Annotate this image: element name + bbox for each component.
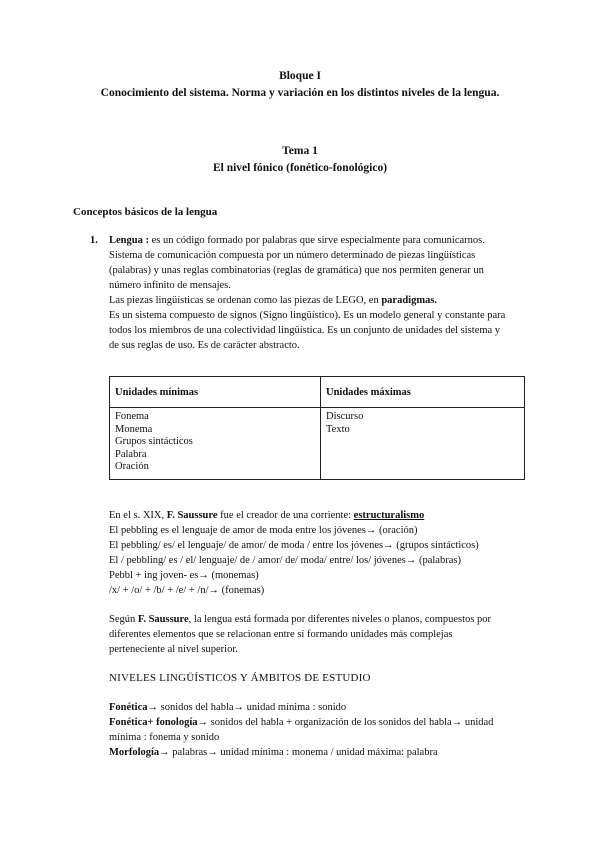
saussure-paragraph-line-0 xyxy=(109,612,491,627)
paradigmas-term: paradigmas. xyxy=(381,295,438,306)
lengua-line-3: número infinito de mensajes. xyxy=(109,280,231,291)
example-line: Pebbl + ing joven- es→ (monemas) xyxy=(109,570,259,581)
topic-title: Tema 1 xyxy=(282,145,318,157)
min-unit-item: Oración xyxy=(115,461,149,472)
system-line-1: todos los miembros de una colectividad lingüística. Es un conjunto de unidades del sistema y xyxy=(109,325,501,336)
block-subtitle: Conocimiento del sistema. Norma y variación en los distintos niveles de la lengua. xyxy=(100,87,500,99)
min-unit-item: Fonema xyxy=(115,411,149,422)
list-number: 1. xyxy=(90,235,98,246)
min-unit-item: Monema xyxy=(115,423,153,435)
example-line: El pebbling es el lenguaje de amor de moda entre los jóvenes→ (oración) xyxy=(109,525,418,536)
section-title: Conceptos básicos de la lengua xyxy=(73,206,218,218)
saussure-intro-mid: fue el creador de una corriente: xyxy=(217,510,354,521)
saussure-intro xyxy=(109,508,424,523)
fonologia-line xyxy=(109,715,493,730)
units-table-header-row xyxy=(110,377,525,408)
topic-subtitle: El nivel fónico (fonético-fonológico) xyxy=(212,162,388,174)
morfologia-term: Morfología xyxy=(109,747,160,758)
max-unit-item: Texto xyxy=(326,423,350,435)
units-table-body-row xyxy=(110,408,525,480)
system-line-0: Es un sistema compuesto de signos (Signo lingüístico). Es un modelo general y constante para xyxy=(109,310,506,321)
fonologia-line-cont: mínima : fonema y sonido xyxy=(109,732,220,743)
saussure-name: F. Saussure xyxy=(166,510,218,521)
pieces-line xyxy=(109,293,437,308)
example-line: El / pebbling/ es / el/ lenguaje/ de / amor/ de/ moda/ entre/ los/ jóvenes→ (palabras) xyxy=(109,555,461,566)
saussure-para-pre: Según xyxy=(109,614,138,625)
example-line: El pebbling/ es/ el lenguaje/ de amor/ de moda / entre los jóvenes→ (grupos sintácticos) xyxy=(109,540,479,551)
example-line: /x/ + /o/ + /b/ + /e/ + /n/→ (fonemas) xyxy=(109,585,265,596)
lengua-line-1: Sistema de comunicación compuesta por un número determinado de piezas lingüísticas xyxy=(109,250,476,261)
saussure-paragraph-line-2: perteneciente al nivel superior. xyxy=(109,644,238,655)
min-unit-item: Palabra xyxy=(115,448,147,460)
fonetica-line xyxy=(109,700,346,715)
max-units-header: Unidades máximas xyxy=(321,377,525,408)
fonologia-term: Fonética+ fonología xyxy=(109,717,198,728)
block-title: Bloque I xyxy=(279,70,321,82)
min-unit-item: Grupos sintácticos xyxy=(115,436,193,447)
estructuralismo-term: estructuralismo xyxy=(353,510,425,521)
saussure-intro-pre: En el s. XIX, xyxy=(109,510,167,521)
lengua-line-2: (palabras) y unas reglas combinatorias (reglas de gramática) que nos permiten generar un xyxy=(109,265,484,276)
min-units-header: Unidades mínimas xyxy=(110,377,321,408)
system-line-2: de sus reglas de uso. Es de carácter abstracto. xyxy=(109,340,300,351)
saussure-para-name: F. Saussure xyxy=(137,614,189,625)
fonetica-text: → sonidos del habla→ unidad mínima : sonido xyxy=(147,702,347,713)
max-unit-item: Discurso xyxy=(326,411,364,422)
lengua-line-0: es un código formado por palabras que sirve especialmente para comunicarnos. xyxy=(148,235,485,246)
lengua-definition-line xyxy=(109,233,485,248)
levels-heading: NIVELES LINGÜÍSTICOS Y ÁMBITOS DE ESTUDIO xyxy=(109,672,371,684)
fonetica-term: Fonética xyxy=(109,702,148,713)
saussure-paragraph-line-1: diferentes elementos que se relacionan entre sí formando unidades más complejas xyxy=(109,629,453,640)
lengua-term: Lengua : xyxy=(109,235,149,246)
min-units-cell xyxy=(110,408,321,480)
morfologia-text: → palabras→ unidad mínima : monema / unidad máxima: palabra xyxy=(159,747,438,758)
saussure-para-text: , la lengua está formada por diferentes niveles o planos, compuestos por xyxy=(188,614,492,625)
morfologia-line xyxy=(109,745,438,760)
pieces-text: Las piezas lingüísticas se ordenan como las piezas de LEGO, en xyxy=(109,295,382,306)
fonologia-text: → sonidos del habla + organización de los sonidos del habla→ unidad xyxy=(197,717,494,728)
units-table xyxy=(109,376,525,480)
max-units-cell xyxy=(321,408,525,480)
